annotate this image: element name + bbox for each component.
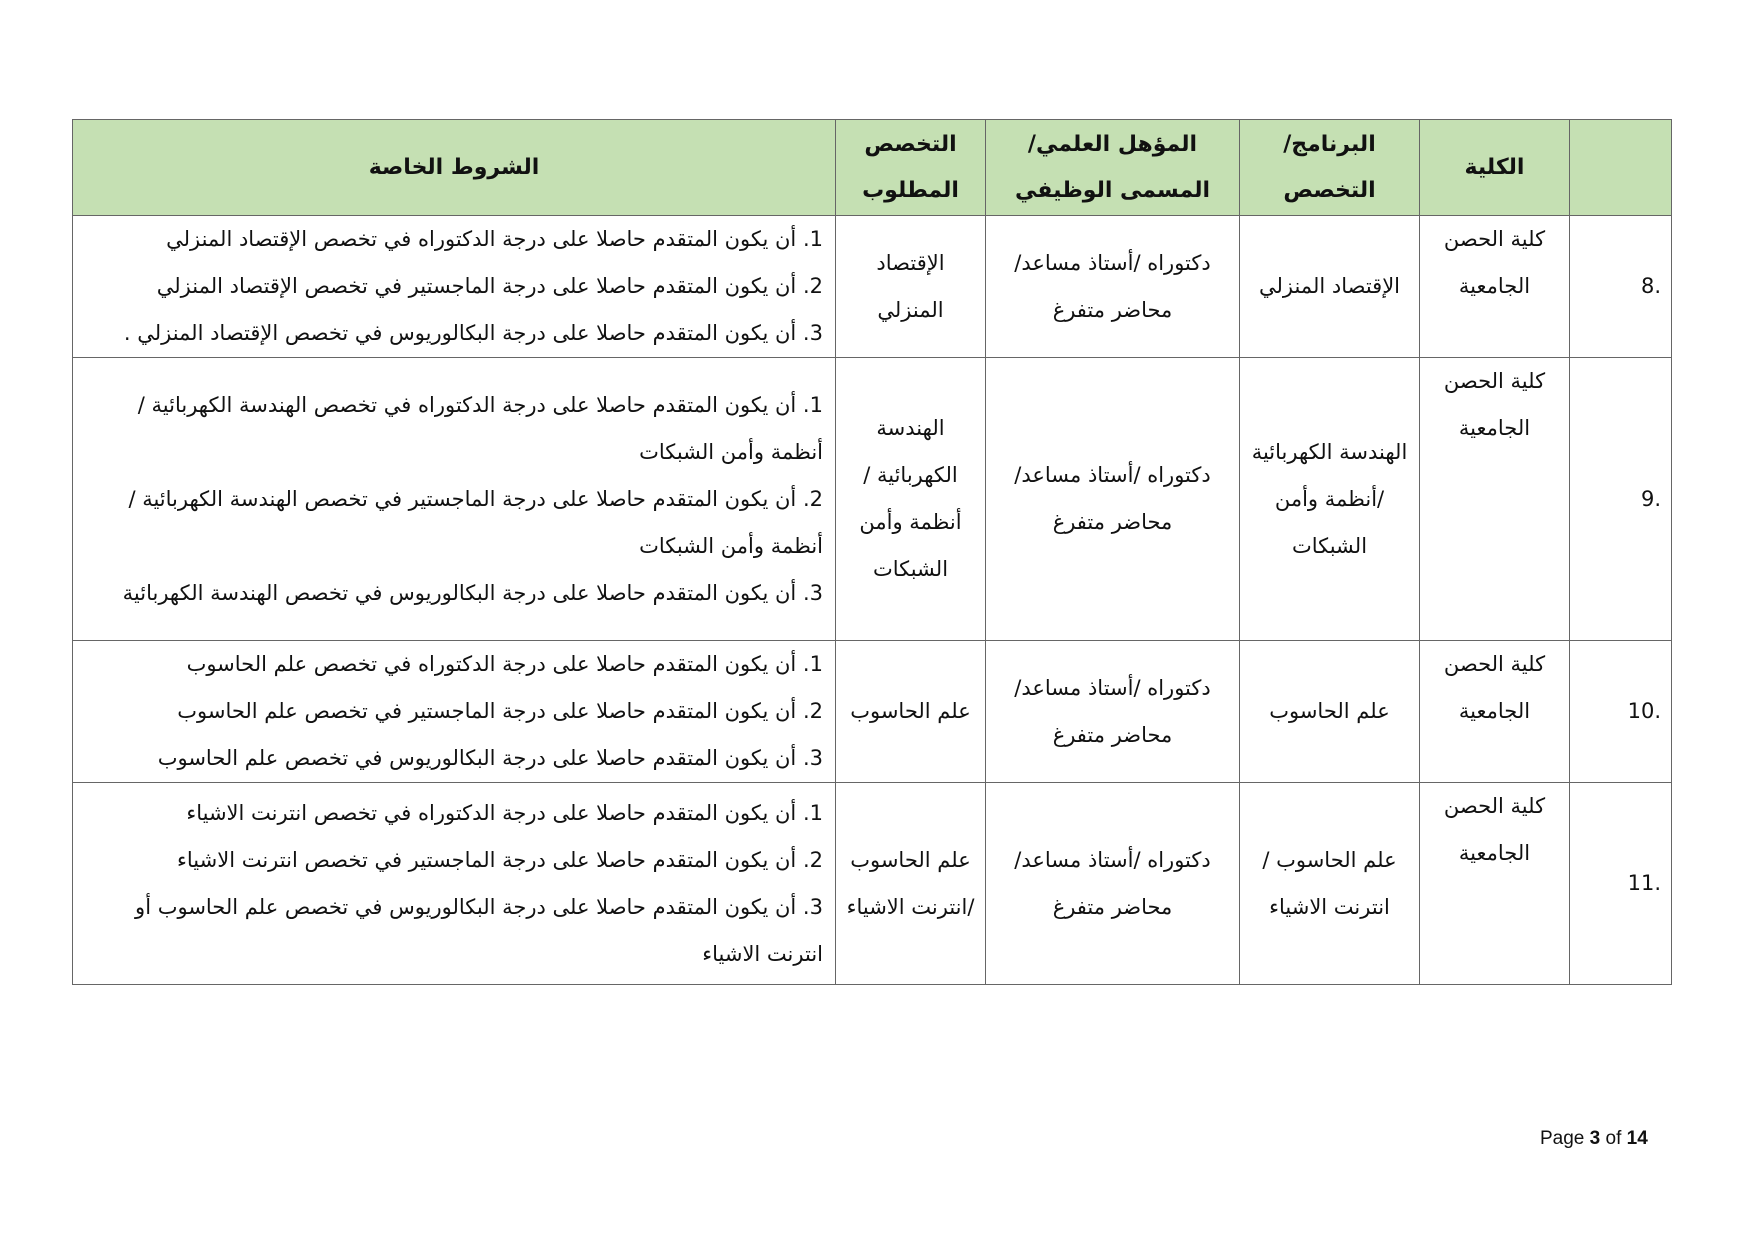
header-conditions: الشروط الخاصة bbox=[73, 120, 836, 216]
header-num bbox=[1570, 120, 1672, 216]
row-qualification: دكتوراه /أستاذ مساعد/محاضر متفرغ bbox=[986, 216, 1240, 358]
table-row bbox=[73, 783, 1672, 985]
header-qualification: المؤهل العلمي/المسمى الوظيفي bbox=[986, 120, 1240, 216]
table-row bbox=[73, 358, 1672, 641]
vacancies-table bbox=[72, 119, 1672, 985]
row-specialization: الإقتصاد المنزلي bbox=[836, 216, 986, 358]
row-number: 10. bbox=[1570, 641, 1672, 783]
condition-item: 2. أن يكون المتقدم حاصلا على درجة الماجستير في تخصص الهندسة الكهربائية /أنظمة وأمن الشبكات bbox=[128, 486, 823, 558]
row-number: 8. bbox=[1570, 216, 1672, 358]
of-word: of bbox=[1605, 1128, 1622, 1149]
page-word: Page bbox=[1540, 1128, 1585, 1149]
table-header bbox=[73, 120, 1672, 216]
header-college: الكلية bbox=[1420, 120, 1570, 216]
table-row bbox=[73, 641, 1672, 783]
header-program: البرنامج/ التخصص bbox=[1240, 120, 1420, 216]
condition-item: 2. أن يكون المتقدم حاصلا على درجة الماجستير في تخصص انترنت الاشياء bbox=[177, 847, 823, 872]
current-page-number: 3 bbox=[1589, 1128, 1601, 1149]
row-conditions bbox=[73, 783, 836, 985]
condition-item: 1. أن يكون المتقدم حاصلا على درجة الدكتوراه في تخصص علم الحاسوب bbox=[186, 652, 823, 676]
total-pages-number: 14 bbox=[1626, 1128, 1648, 1149]
row-conditions bbox=[73, 216, 836, 358]
row-number: 11. bbox=[1570, 783, 1672, 985]
row-program: علم الحاسوب bbox=[1240, 641, 1420, 783]
table-body bbox=[73, 216, 1672, 985]
row-qualification: دكتوراه /أستاذ مساعد/محاضر متفرغ bbox=[986, 641, 1240, 783]
condition-item: 3. أن يكون المتقدم حاصلا على درجة البكالوريوس في تخصص علم الحاسوب bbox=[157, 746, 823, 770]
table-row bbox=[73, 216, 1672, 358]
row-college: كلية الحصن الجامعية bbox=[1420, 783, 1570, 985]
condition-item: 2. أن يكون المتقدم حاصلا على درجة الماجستير في تخصص الإقتصاد المنزلي bbox=[156, 274, 823, 298]
row-college: كلية الحصن الجامعية bbox=[1420, 358, 1570, 641]
row-program: الهندسة الكهربائية /أنظمة وأمن الشبكات bbox=[1240, 358, 1420, 641]
row-qualification: دكتوراه /أستاذ مساعد/محاضر متفرغ bbox=[986, 783, 1240, 985]
row-conditions bbox=[73, 641, 836, 783]
row-program: علم الحاسوب /انترنت الاشياء bbox=[1240, 783, 1420, 985]
condition-item: 3. أن يكون المتقدم حاصلا على درجة البكالوريوس في تخصص علم الحاسوب أو انترنت الاشياء bbox=[135, 894, 823, 966]
condition-item: 3. أن يكون المتقدم حاصلا على درجة البكالوريوس في تخصص الإقتصاد المنزلي . bbox=[123, 321, 823, 345]
condition-item: 1. أن يكون المتقدم حاصلا على درجة الدكتوراه في تخصص انترنت الاشياء bbox=[186, 800, 823, 825]
header-specialization: التخصص المطلوب bbox=[836, 120, 986, 216]
row-number: 9. bbox=[1570, 358, 1672, 641]
row-conditions bbox=[73, 358, 836, 641]
row-college: كلية الحصن الجامعية bbox=[1420, 641, 1570, 783]
header-row bbox=[73, 120, 1672, 216]
row-specialization: الهندسة الكهربائية /أنظمة وأمن الشبكات bbox=[836, 358, 986, 641]
condition-item: 2. أن يكون المتقدم حاصلا على درجة الماجستير في تخصص علم الحاسوب bbox=[177, 699, 823, 723]
row-college: كلية الحصن الجامعية bbox=[1420, 216, 1570, 358]
condition-item: 3. أن يكون المتقدم حاصلا على درجة البكالوريوس في تخصص الهندسة الكهربائية bbox=[122, 580, 823, 605]
page-footer bbox=[1540, 1128, 1648, 1150]
row-specialization: علم الحاسوب /انترنت الاشياء bbox=[836, 783, 986, 985]
row-program: الإقتصاد المنزلي bbox=[1240, 216, 1420, 358]
condition-item: 1. أن يكون المتقدم حاصلا على درجة الدكتوراه في تخصص الهندسة الكهربائية /أنظمة وأمن الشبكات bbox=[137, 392, 823, 464]
row-qualification: دكتوراه /أستاذ مساعد/محاضر متفرغ bbox=[986, 358, 1240, 641]
condition-item: 1. أن يكون المتقدم حاصلا على درجة الدكتوراه في تخصص الإقتصاد المنزلي bbox=[166, 227, 823, 251]
row-specialization: علم الحاسوب bbox=[836, 641, 986, 783]
